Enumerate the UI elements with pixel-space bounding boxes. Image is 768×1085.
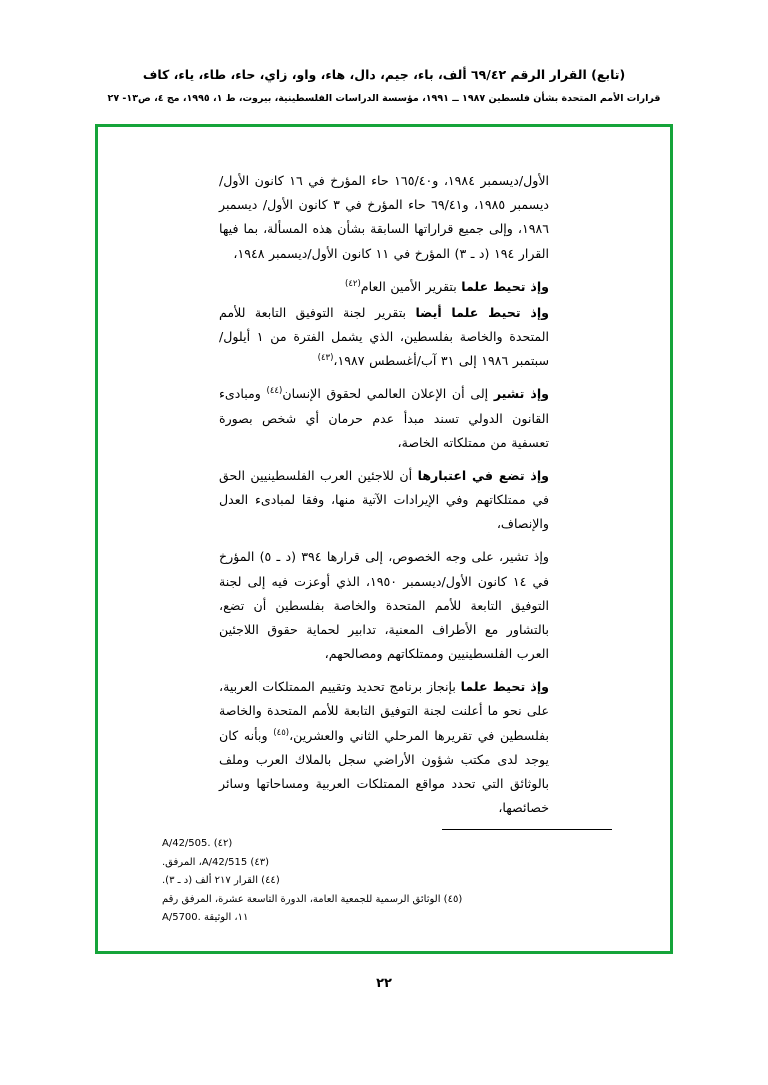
paragraph-text: بإنجاز برنامج تحديد وتقييم الممتلكات العربية، على نحو ما أعلنت لجنة التوفيق التابعة للأمم المتحدة والخاصة بفلسطين في تقريرها المرحلي الثاني والعشرين، [219, 679, 549, 743]
paragraph-text: بتقرير لجنة التوفيق التابعة للأمم المتحدة والخاصة بفلسطين، الذي يشمل الفترة من ١ أيلول/سبتمبر ١٩٨٦ إلى ٣١ آب/أغسطس ١٩٨٧، [219, 304, 549, 369]
paragraph-text: بتقرير الأمين العام [360, 278, 457, 294]
footnote-ref: (٤٥) [273, 727, 290, 738]
paragraph [219, 301, 549, 374]
paragraph-text-continued: ومبادىء القانون الدولي تسند مبدأ عدم حرمان أي شخص بصورة تعسفية من ممتلكاته الخاصة، [219, 386, 549, 450]
footnote-item: ١١، الوثيقة .A/5700 [162, 912, 249, 924]
footnote-ref: (٤٤) [266, 386, 283, 397]
paragraph-lead: وإذ تضع في اعتبارها [417, 467, 549, 483]
footnotes-block [156, 829, 612, 934]
footnote-item: (٤٣) A/42/515، المرفق. [162, 856, 269, 868]
body-text-column [219, 169, 549, 829]
header-title: (تابع) القرار الرقم ٦٩/٤٢ ألف، باء، جيم، دال، هاء، واو، زاي، حاء، طاء، ياء، كاف [142, 67, 626, 82]
paragraph-text-continued: وبأنه كان يوجد لدى مكتب شؤون الأراضي سجل بالملاك العرب وملف بالوثائق التي تحدد مواقع الممتلكات العربية ومساحاتها وسائر خصائصها، [219, 727, 549, 816]
paragraph [219, 545, 549, 666]
footnote-item: (٤٥) الوثائق الرسمية للجمعية العامة، الدورة التاسعة عشرة، المرفق رقم [162, 893, 463, 905]
paragraph-lead: وإذ تشير، [498, 549, 549, 565]
footnote-ref: (٤٣) [317, 353, 334, 364]
header-subtitle: قرارات الأمم المتحدة بشأن فلسطين ١٩٨٧ ــ ١٩٩١، مؤسسة الدراسات الفلسطينية، بيروت، ط ١، ١٩٩٥، مج ٤، ص١٣- ٢٧ [107, 92, 661, 104]
paragraph-text: إلى أن الإعلان العالمي لحقوق الإنسان [282, 386, 489, 402]
paragraph-lead: وإذ تحيط علما [461, 278, 549, 294]
paragraph-lead: وإذ تشير [493, 386, 549, 402]
paragraph-lead: وإذ تحيط علما [460, 679, 549, 695]
footnote-ref: (٤٢) [345, 278, 361, 289]
content-frame [95, 124, 673, 954]
paragraph [219, 169, 549, 266]
paragraph [219, 464, 549, 537]
footnote-separator [442, 829, 612, 830]
paragraph-text: على وجه الخصوص، إلى قرارها ٣٩٤ (د ـ ٥) المؤرخ في ١٤ كانون الأول/ديسمبر ١٩٥٠، الذي أوعزت فيه إلى لجنة التوفيق التابعة للأمم المتحدة والخاصة بفلسطين أن تضع، بالتشاور مع الأطراف المعنية، تدابير لحماية حقوق اللاجئين العرب الفلسطينيين وممتلكاتهم ومصالحهم، [219, 549, 549, 662]
footnote-item: (٤٢) .A/42/505 [162, 838, 233, 850]
paragraph-text: الأول/ديسمبر ١٩٨٤، و١٦٥/٤٠ حاء المؤرخ في ١٦ كانون الأول/ديسمبر ١٩٨٥، و٦٩/٤١ حاء المؤرخ في ٣ كانون الأول/ ديسمبر ١٩٨٦، وإلى جميع قراراتها السابقة بشأن هذه المسألة، بما فيها القرار ١٩٤ (د ـ ٣) المؤرخ في ١١ كانون الأول/ديسمبر ١٩٤٨، [219, 173, 549, 261]
paragraph-lead: وإذ تحيط علما أيضا [415, 304, 549, 320]
paragraph [219, 382, 549, 455]
page-number: ٢٢ [376, 976, 392, 991]
paragraph [219, 675, 549, 820]
page-header [64, 66, 704, 106]
footnote-item: (٤٤) القرار ٢١٧ ألف (د ـ ٣). [162, 875, 280, 887]
paragraph-text: أن للاجئين العرب الفلسطينيين الحق في ممتلكاتهم وفي الإيرادات الآتية منها، وفقا لمبادىء العدل والإنصاف، [219, 467, 549, 532]
paragraph [219, 275, 549, 299]
